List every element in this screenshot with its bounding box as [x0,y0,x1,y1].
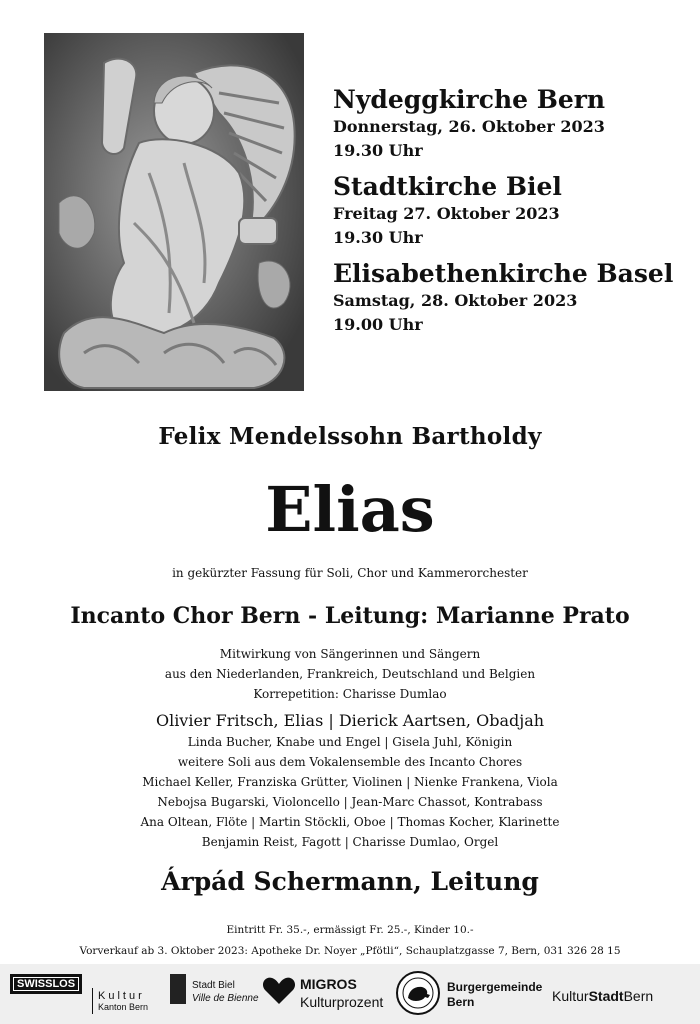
migros-label: MIGROS [300,976,357,992]
collaboration-line: Mitwirkung von Sängerinnen und Sängern [219,647,481,661]
main-soloists: Olivier Fritsch, Elias | Dierick Aartsen, Obadjah [155,711,545,730]
conductor-heading: Árpád Schermann, Leitung [161,867,539,896]
venue-date: Freitag 27. Oktober 2023 [333,204,560,223]
collaboration-line: Korrepetition: Charisse Dumlao [253,687,447,701]
venue-date: Samstag, 28. Oktober 2023 [333,291,578,310]
heart-icon [262,976,296,1006]
kulturstadt-part-c: Bern [623,988,654,1004]
venue-entry [333,85,683,163]
swisslos-kultur-logo [10,972,160,1016]
presale-info: Vorverkauf ab 3. Oktober 2023: Apotheke Dr. Noyer „Pfötli“, Schauplatzgasse 7, Bern, 031 326 28 15 [79,945,621,957]
ville-de-bienne-label: Ville de Bienne [192,993,259,1004]
swisslos-badge: SWISSLOS [10,974,82,994]
performer-line: weitere Soli aus dem Vokalensemble des Incanto Chores [177,755,523,769]
work-title: Elias [265,473,435,546]
performers-block [0,710,700,852]
venue-date: Donnerstag, 26. Oktober 2023 [333,117,605,136]
angel-relief-image [44,33,304,391]
venue-name: Elisabethenkirche Basel [333,259,674,288]
kulturstadt-part-a: Kultur [552,988,589,1004]
venue-name: Stadtkirche Biel [333,172,562,201]
performer-line: Benjamin Reist, Fagott | Charisse Dumlao, Orgel [201,835,499,849]
venue-entry [333,172,683,250]
concert-dates [333,85,683,346]
stadt-biel-logo [170,972,260,1016]
performer-line: Linda Bucher, Knabe und Engel | Gisela Juhl, Königin [187,735,513,749]
venue-name: Nydeggkirche Bern [333,85,606,114]
burgergemeinde-label: Burgergemeinde [447,980,543,994]
stadt-biel-label: Stadt Biel [192,980,235,991]
ticket-info [0,920,700,962]
migros-kulturprozent-logo [262,972,392,1016]
angel-sculpture-photo [44,33,304,391]
venue-time: 19.30 Uhr [333,141,423,160]
venue-time: 19.30 Uhr [333,228,423,247]
burgergemeinde-bern-label: Bern [447,995,475,1009]
kulturprozent-label: Kulturprozent [300,994,384,1010]
performer-line: Ana Oltean, Flöte | Martin Stöckli, Oboe | Thomas Kocher, Klarinette [140,815,560,829]
biel-crest-icon [170,974,186,1004]
performer-line: Michael Keller, Franziska Grütter, Violinen | Nienke Frankena, Viola [142,775,558,789]
venue-entry [333,259,683,337]
admission-prices: Eintritt Fr. 35.-, ermässigt Fr. 25.-, Kinder 10.- [226,924,474,936]
venue-time: 19.00 Uhr [333,315,423,334]
kulturstadtbern-logo [552,988,698,1008]
burgergemeinde-logo [395,966,555,1022]
kultur-wordmark: Kultur [98,990,145,1002]
performer-line: Nebojsa Bugarski, Violoncello | Jean-Marc Chassot, Kontrabass [157,795,543,809]
version-note: in gekürzter Fassung für Soli, Chor und Kammerorchester [172,566,528,580]
collaboration-line: aus den Niederlanden, Frankreich, Deutschland und Belgien [164,667,536,681]
kanton-bern-label: Kanton Bern [98,1002,149,1012]
composer-name: Felix Mendelssohn Bartholdy [158,423,542,450]
choir-heading: Incanto Chor Bern - Leitung: Marianne Prato [70,603,630,629]
kulturstadt-part-b: Stadt [588,988,624,1004]
collaboration-block [0,644,700,704]
bear-seal-icon [395,970,441,1016]
sponsor-footer [0,964,700,1024]
